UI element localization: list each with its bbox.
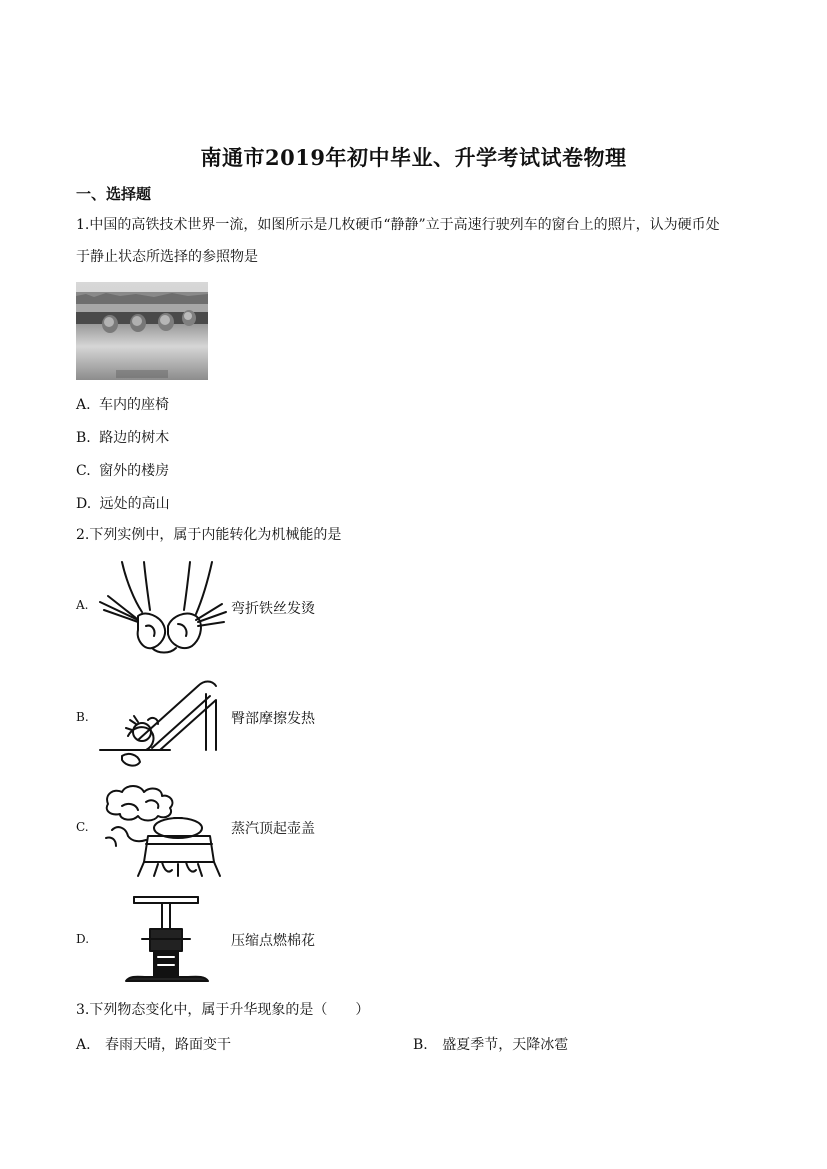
q3-option-a — [76, 1034, 231, 1054]
q2-option-b-caption: 臀部摩擦发热 — [231, 711, 315, 727]
option-text: 春雨天晴，路面变干 — [105, 1037, 232, 1053]
section-heading: 一、选择题 — [76, 185, 152, 203]
q2-option-a-caption: 弯折铁丝发烫 — [231, 601, 315, 617]
q1-option-d — [76, 493, 170, 513]
q1-option-c — [76, 460, 169, 480]
question-3-stem: 3.下列物态变化中，属于升华现象的是（ ） — [76, 1002, 370, 1018]
kettle-steam-icon — [98, 784, 228, 880]
question-1-line-2: 于静止状态所选择的参照物是 — [76, 249, 258, 265]
q2-option-c-caption: 蒸汽顶起壶盖 — [231, 821, 315, 837]
air-compressor-icon — [120, 893, 216, 989]
q2-option-b-letter: B. — [76, 710, 89, 724]
q2-option-d-caption: 压缩点燃棉花 — [231, 933, 315, 949]
option-letter: C. — [76, 463, 91, 479]
question-2-stem: 2.下列实例中，属于内能转化为机械能的是 — [76, 527, 342, 543]
question-1-line-1: 1.中国的高铁技术世界一流，如图所示是几枚硬币“静静”立于高速行驶列车的窗台上的照片，认为硬币处 — [76, 217, 720, 233]
q3-option-b — [413, 1034, 568, 1054]
option-text: 远处的高山 — [99, 496, 170, 512]
option-text: 路边的树木 — [99, 430, 170, 446]
option-letter: D. — [76, 496, 92, 512]
q1-option-b — [76, 427, 169, 447]
page-title: 南通市2019年初中毕业、升学考试试卷物理 — [200, 145, 627, 170]
option-letter: B. — [76, 430, 91, 446]
option-text: 盛夏季节，天降冰雹 — [442, 1037, 569, 1053]
q2-option-d-letter: D. — [76, 932, 90, 946]
bending-wire-icon — [98, 560, 228, 658]
option-text: 车内的座椅 — [99, 397, 170, 413]
option-letter: A. — [76, 397, 91, 413]
option-text: 窗外的楼房 — [99, 463, 170, 479]
coins-on-windowsill-photo — [76, 282, 208, 380]
option-letter: A. — [76, 1037, 91, 1053]
slide-icon — [98, 676, 224, 770]
q1-option-a — [76, 394, 169, 414]
option-letter: B. — [413, 1037, 428, 1053]
q2-option-a-letter: A. — [76, 598, 89, 612]
q2-option-c-letter: C. — [76, 820, 89, 834]
